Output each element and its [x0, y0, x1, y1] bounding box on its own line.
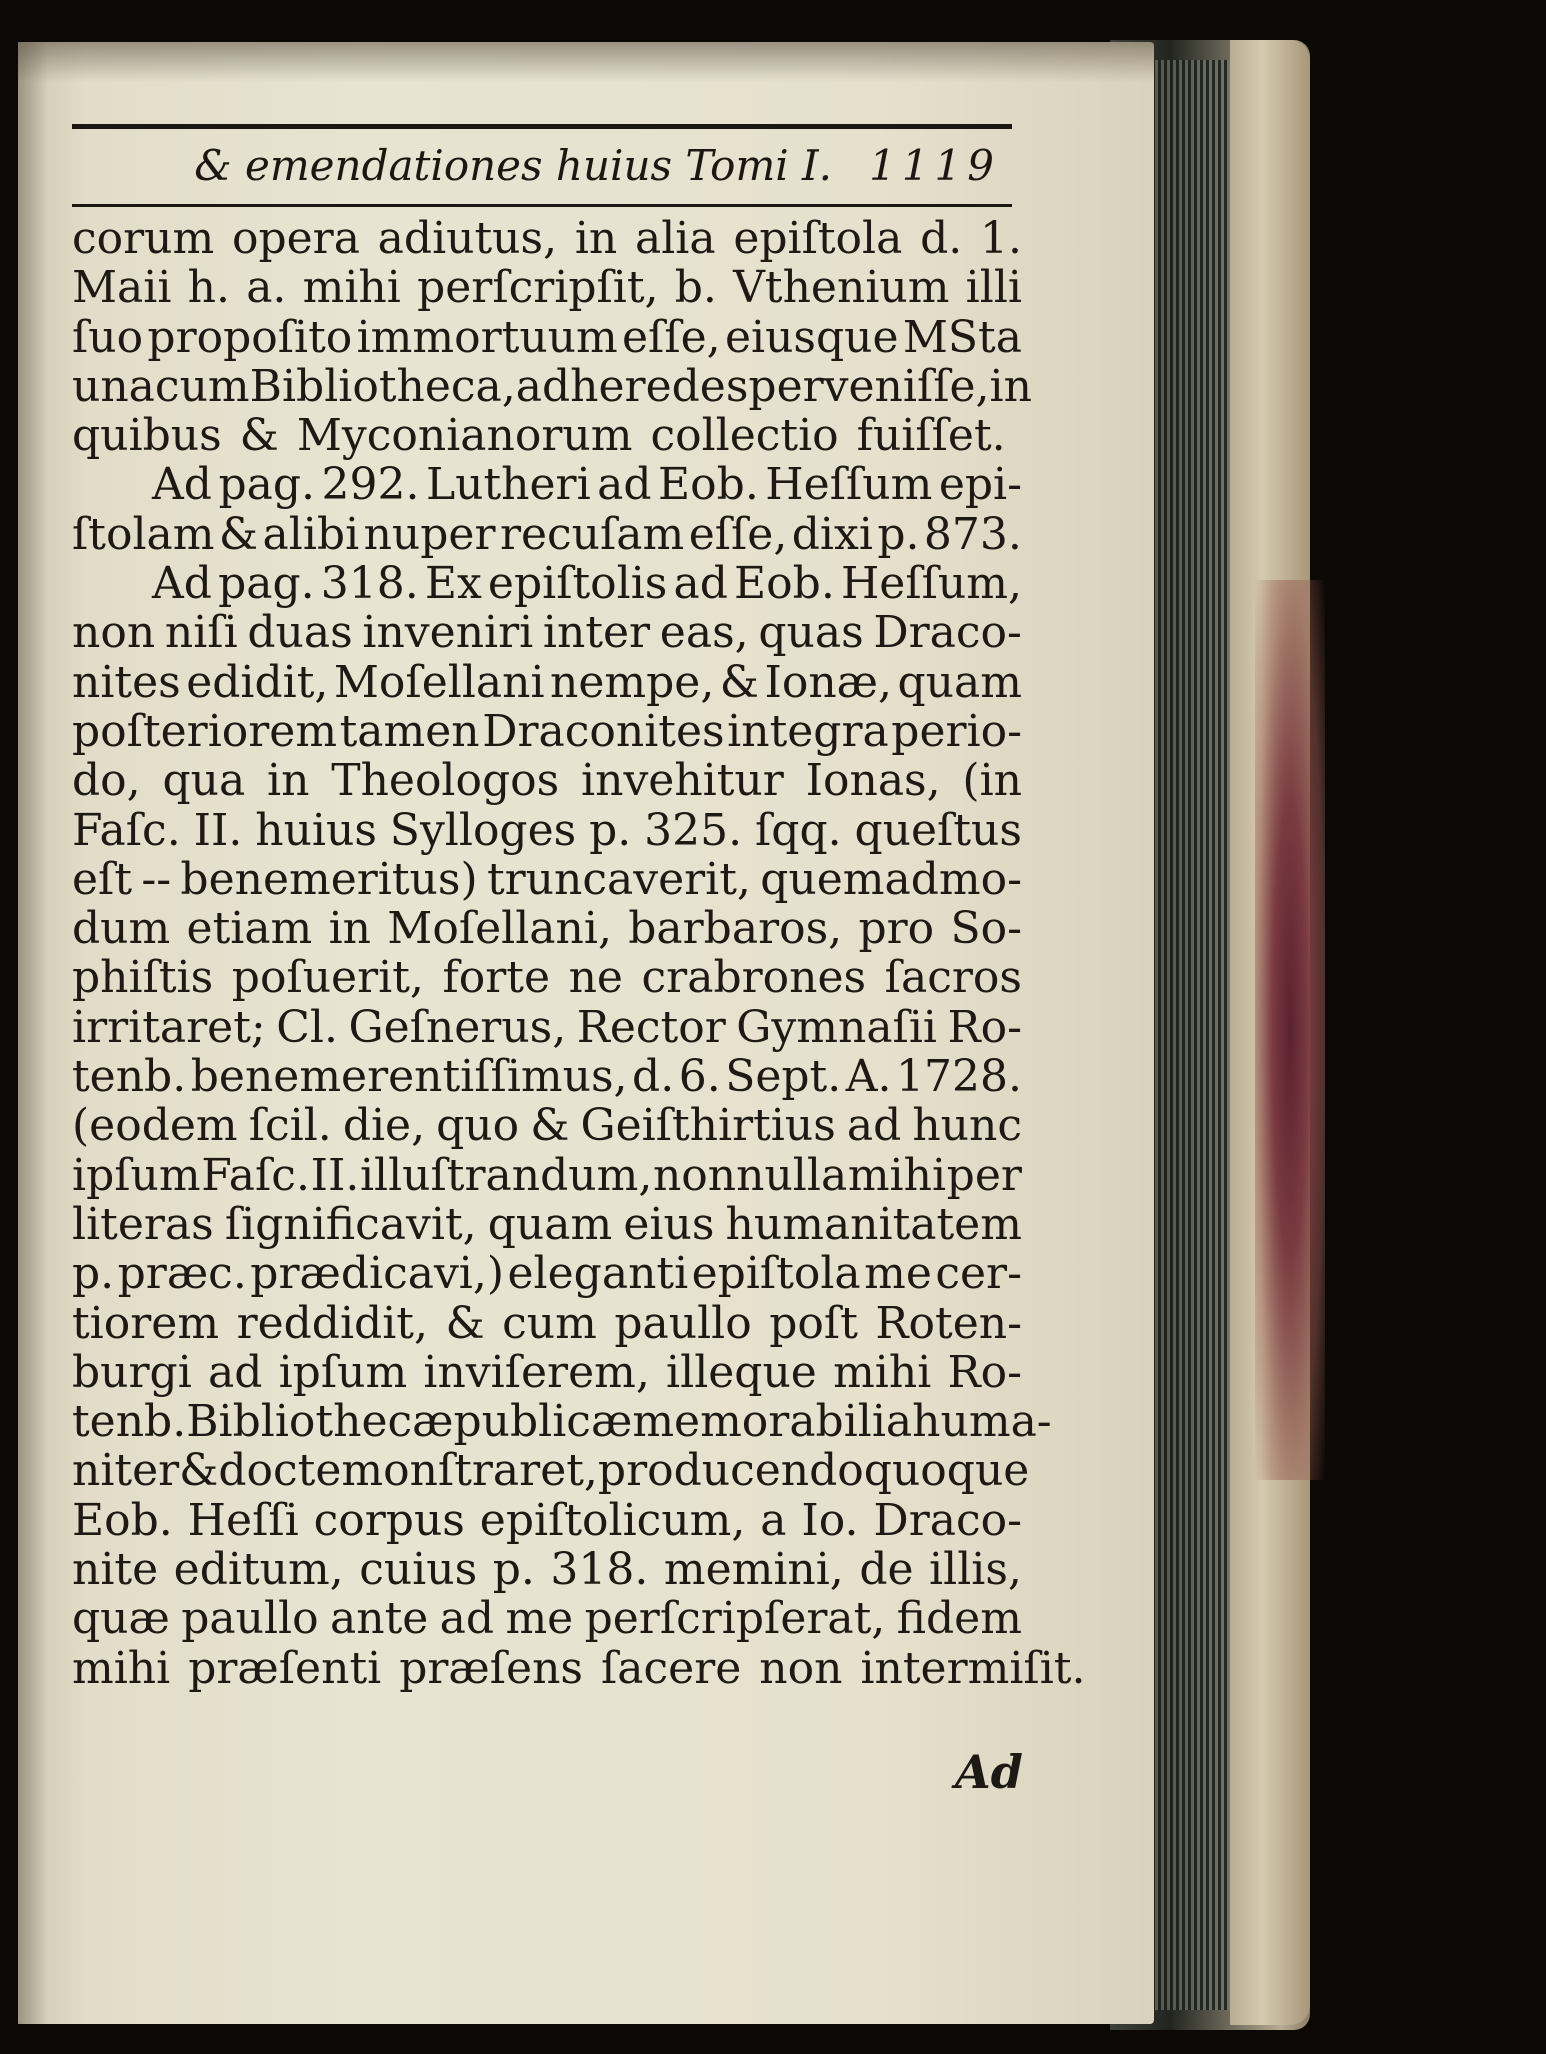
text-line: Maii h. a. mihi perſcripſit, b. Vthenium illi — [72, 262, 1022, 314]
page-top-shadow — [18, 42, 1154, 82]
text-line: nite editum, cuius p. 318. memini, de illis, — [72, 1544, 1022, 1596]
text-line: irritaret; Cl. Geſnerus, Rector Gymnaſii Ro- — [72, 1001, 1022, 1053]
text-line: p. præc. prædicavi,) eleganti epiſtola me cer- — [72, 1248, 1022, 1300]
page-gutter-shadow — [18, 42, 48, 2024]
text-line: non niſi duas inveniri inter eas, quas Draco- — [72, 607, 1022, 659]
head-rule-top — [72, 124, 1012, 129]
cover-stain — [1255, 580, 1325, 1480]
text-line: tiorem reddidit, & cum paullo poſt Roten- — [72, 1297, 1022, 1349]
running-head — [72, 132, 1012, 200]
text-line: ſuo propoſito immortuum eſſe, eiusque MSta — [72, 311, 1022, 363]
text-line: una cum Bibliotheca, ad heredes perveniſſe, in — [72, 360, 1032, 412]
text-line: dum etiam in Moſellani, barbaros, pro So- — [72, 903, 1022, 955]
text-line: literas ſignificavit, quam eius humanitatem — [72, 1198, 1022, 1250]
text-line: poſteriorem tamen Draconites integra perio- — [72, 705, 1022, 757]
text-line: corum opera adiutus, in alia epiſtola d. 1. — [72, 213, 1022, 264]
text-line: Ad pag. 318. Ex epiſtolis ad Eob. Heſſum, — [152, 558, 1022, 610]
text-line: tenb. Bibliothecæ publicæ memorabilia huma- — [72, 1396, 1052, 1448]
page-number: 1119 — [869, 141, 1000, 190]
text-line: Eob. Heſſi corpus epiſtolicum, a Io. Draco- — [72, 1494, 1022, 1546]
text-line: Ad pag. 292. Lutheri ad Eob. Heſſum epi- — [152, 459, 1022, 511]
text-line: quæ paullo ante ad me perſcripſerat, fidem — [72, 1593, 1022, 1645]
text-line: eſt -- benemeritus) truncaverit, quemadmo- — [72, 853, 1022, 905]
head-rule-bottom — [72, 204, 1012, 207]
text-line: quibus & Myconianorum collectio fuiſſet. — [72, 410, 1006, 462]
text-line: Faſc. II. huius Sylloges p. 325. ſqq. queſtus — [72, 804, 1022, 856]
text-line: burgi ad ipſum inviſerem, illeque mihi Ro- — [72, 1346, 1022, 1398]
text-line: phiſtis poſuerit, forte ne crabrones ſacros — [72, 952, 1022, 1004]
text-line: do, qua in Theologos invehitur Ionas, (in — [72, 755, 1022, 807]
text-line: ſtolam & alibi nuper recuſam eſſe, dixi p. 873. — [72, 508, 1022, 560]
text-line: (eodem ſcil. die, quo & Geiſthirtius ad hunc — [72, 1100, 1022, 1152]
running-head-title: & emendationes huius Tomi I. — [194, 141, 832, 190]
text-line: mihi præſenti præſens ſacere non intermiſit. — [72, 1642, 1086, 1694]
catchword: Ad — [955, 1745, 1023, 1799]
text-line: niter & docte monſtraret, producendo quoque — [72, 1445, 1030, 1497]
text-line: nites edidit, Moſellani nempe, & Ionæ, quam — [72, 656, 1022, 708]
body-text — [72, 213, 1086, 1694]
text-line: ipſum Faſc. II. illuſtrandum, nonnulla mihi per — [72, 1149, 1022, 1201]
text-line: tenb. benemerentiſſimus, d. 6. Sept. A. 1728. — [72, 1051, 1022, 1103]
